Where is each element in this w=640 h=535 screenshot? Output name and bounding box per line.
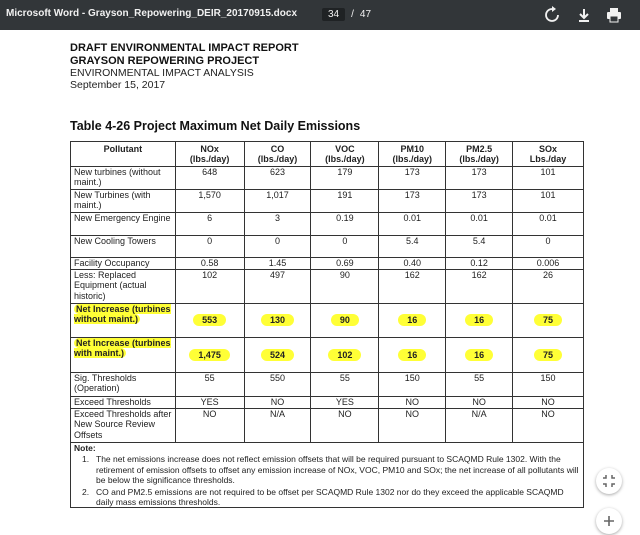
highlighted-value: 102 xyxy=(328,349,361,361)
table-header-row xyxy=(71,142,584,167)
row-label: New turbines (without maint.) xyxy=(71,167,176,190)
value-cell xyxy=(513,338,584,373)
row-label: New Cooling Towers xyxy=(71,236,176,258)
note-item xyxy=(74,487,580,508)
value-cell: 0.69 xyxy=(311,258,379,270)
value-cell: 55 xyxy=(446,373,513,397)
report-date: September 15, 2017 xyxy=(70,79,166,91)
value-cell xyxy=(311,304,379,338)
value-cell: 150 xyxy=(513,373,584,397)
value-cell xyxy=(379,338,446,373)
value-cell: 173 xyxy=(446,190,513,213)
section-header xyxy=(70,67,254,91)
print-icon[interactable] xyxy=(605,6,623,24)
table-row xyxy=(71,167,584,190)
value-cell: 173 xyxy=(379,190,446,213)
value-cell: 55 xyxy=(311,373,379,397)
report-header xyxy=(70,42,299,68)
value-cell: 5.4 xyxy=(446,236,513,258)
value-cell: 0.40 xyxy=(379,258,446,270)
value-cell xyxy=(446,338,513,373)
row-label: Exceed Thresholds xyxy=(71,397,176,409)
emissions-table xyxy=(70,141,584,508)
value-cell: 497 xyxy=(244,270,311,304)
report-title-line2: GRAYSON REPOWERING PROJECT xyxy=(70,55,260,67)
value-cell: 0.01 xyxy=(379,213,446,236)
value-cell: 1,017 xyxy=(244,190,311,213)
value-cell: 5.4 xyxy=(379,236,446,258)
highlighted-value: 16 xyxy=(465,314,493,326)
header-cell: Pollutant xyxy=(71,142,176,167)
page-total: 47 xyxy=(359,9,372,20)
net-increase-row xyxy=(71,338,584,373)
value-cell: NO xyxy=(379,397,446,409)
highlighted-value: 16 xyxy=(398,349,426,361)
note-number: 2. xyxy=(82,486,90,497)
viewer-toolbar xyxy=(0,0,640,30)
value-cell xyxy=(244,338,311,373)
net-increase-row xyxy=(71,304,584,338)
table-row xyxy=(71,409,584,443)
highlighted-value: 90 xyxy=(331,314,359,326)
table-row xyxy=(71,397,584,409)
highlighted-value: 75 xyxy=(534,349,562,361)
row-label xyxy=(71,304,176,338)
value-cell: 90 xyxy=(311,270,379,304)
value-cell: 173 xyxy=(446,167,513,190)
value-cell: 0.12 xyxy=(446,258,513,270)
highlighted-value: 16 xyxy=(465,349,493,361)
value-cell: 0.01 xyxy=(513,213,584,236)
value-cell xyxy=(175,304,244,338)
note-heading: Note: xyxy=(74,443,96,453)
value-cell: N/A xyxy=(446,409,513,443)
value-cell: 102 xyxy=(175,270,244,304)
value-cell: NO xyxy=(446,397,513,409)
value-cell: 550 xyxy=(244,373,311,397)
section-title: ENVIRONMENTAL IMPACT ANALYSIS xyxy=(70,67,254,79)
value-cell: 623 xyxy=(244,167,311,190)
value-cell: NO xyxy=(175,409,244,443)
note-item xyxy=(74,454,580,485)
row-label: New Turbines (with maint.) xyxy=(71,190,176,213)
value-cell xyxy=(446,304,513,338)
row-label xyxy=(71,338,176,373)
value-cell: N/A xyxy=(244,409,311,443)
notes-cell xyxy=(71,443,584,508)
value-cell: 648 xyxy=(175,167,244,190)
value-cell: 6 xyxy=(175,213,244,236)
highlighted-value: 16 xyxy=(398,314,426,326)
value-cell xyxy=(311,338,379,373)
value-cell: 3 xyxy=(244,213,311,236)
row-label: Less: Replaced Equipment (actual historic) xyxy=(71,270,176,304)
document-title: Microsoft Word - Grayson_Repowering_DEIR_20170915.docx xyxy=(6,8,298,19)
value-cell: 0.19 xyxy=(311,213,379,236)
note-text: The net emissions increase does not reflect emission offsets that will be required pursuant to SCAQMD Rule 1302. With the retirement of emission offsets to offset any emission increase of NOx, VOC, PM10 and SOx; the net increase of all pollutants will be below the significance thresholds. xyxy=(96,454,579,486)
value-cell: 179 xyxy=(311,167,379,190)
highlighted-value: 524 xyxy=(261,349,294,361)
value-cell: YES xyxy=(311,397,379,409)
header-cell: PM2.5 (lbs./day) xyxy=(446,142,513,167)
value-cell: 1.45 xyxy=(244,258,311,270)
value-cell: 150 xyxy=(379,373,446,397)
zoom-in-icon[interactable] xyxy=(596,508,622,534)
header-cell: SOx Lbs./day xyxy=(513,142,584,167)
table-row xyxy=(71,270,584,304)
value-cell xyxy=(513,304,584,338)
value-cell: 191 xyxy=(311,190,379,213)
row-label: Sig. Thresholds (Operation) xyxy=(71,373,176,397)
table-row xyxy=(71,213,584,236)
value-cell: 0.006 xyxy=(513,258,584,270)
notes-row xyxy=(71,443,584,508)
value-cell: NO xyxy=(244,397,311,409)
value-cell: 173 xyxy=(379,167,446,190)
header-cell: VOC (lbs./day) xyxy=(311,142,379,167)
current-page-field[interactable]: 34 xyxy=(322,8,345,21)
value-cell: 0 xyxy=(513,236,584,258)
value-cell: YES xyxy=(175,397,244,409)
value-cell xyxy=(379,304,446,338)
note-number: 1. xyxy=(82,454,90,465)
table-row xyxy=(71,373,584,397)
rotate-icon[interactable] xyxy=(543,6,561,24)
value-cell xyxy=(175,338,244,373)
value-cell xyxy=(244,304,311,338)
row-label: Exceed Thresholds after New Source Review Offsets xyxy=(71,409,176,443)
highlighted-value: 1,475 xyxy=(189,349,230,361)
table-title: Table 4-26 Project Maximum Net Daily Emissions xyxy=(70,119,361,133)
highlighted-label: Net Increase (turbines without maint.) xyxy=(74,304,171,325)
value-cell: 1,570 xyxy=(175,190,244,213)
header-cell: PM10 (lbs./day) xyxy=(379,142,446,167)
value-cell: 26 xyxy=(513,270,584,304)
row-label: Facility Occupancy xyxy=(71,258,176,270)
download-icon[interactable] xyxy=(575,6,593,24)
highlighted-value: 75 xyxy=(534,314,562,326)
value-cell: 0 xyxy=(175,236,244,258)
value-cell: NO xyxy=(513,397,584,409)
page-indicator xyxy=(322,8,371,21)
header-cell: CO (lbs./day) xyxy=(244,142,311,167)
value-cell: 0 xyxy=(244,236,311,258)
value-cell: NO xyxy=(379,409,446,443)
value-cell: 101 xyxy=(513,167,584,190)
table-row xyxy=(71,236,584,258)
value-cell: 0.58 xyxy=(175,258,244,270)
table-row xyxy=(71,190,584,213)
value-cell: 55 xyxy=(175,373,244,397)
fit-to-page-icon[interactable] xyxy=(596,468,622,494)
value-cell: NO xyxy=(311,409,379,443)
table-row xyxy=(71,258,584,270)
page-separator: / xyxy=(351,9,354,20)
value-cell: NO xyxy=(513,409,584,443)
highlighted-value: 130 xyxy=(261,314,294,326)
value-cell: 162 xyxy=(446,270,513,304)
header-cell: NOx (lbs./day) xyxy=(175,142,244,167)
highlighted-value: 553 xyxy=(193,314,226,326)
report-title-line1: DRAFT ENVIRONMENTAL IMPACT REPORT xyxy=(70,42,299,54)
highlighted-label: Net Increase (turbines with maint.) xyxy=(74,338,171,359)
value-cell: 0.01 xyxy=(446,213,513,236)
note-text: CO and PM2.5 emissions are not required to be offset per SCAQMD Rule 1302 nor do they exceed the applicable SCAQMD daily mass emissions thresholds. xyxy=(96,486,564,508)
value-cell: 0 xyxy=(311,236,379,258)
value-cell: 162 xyxy=(379,270,446,304)
document-page xyxy=(0,30,640,535)
value-cell: 101 xyxy=(513,190,584,213)
row-label: New Emergency Engine xyxy=(71,213,176,236)
